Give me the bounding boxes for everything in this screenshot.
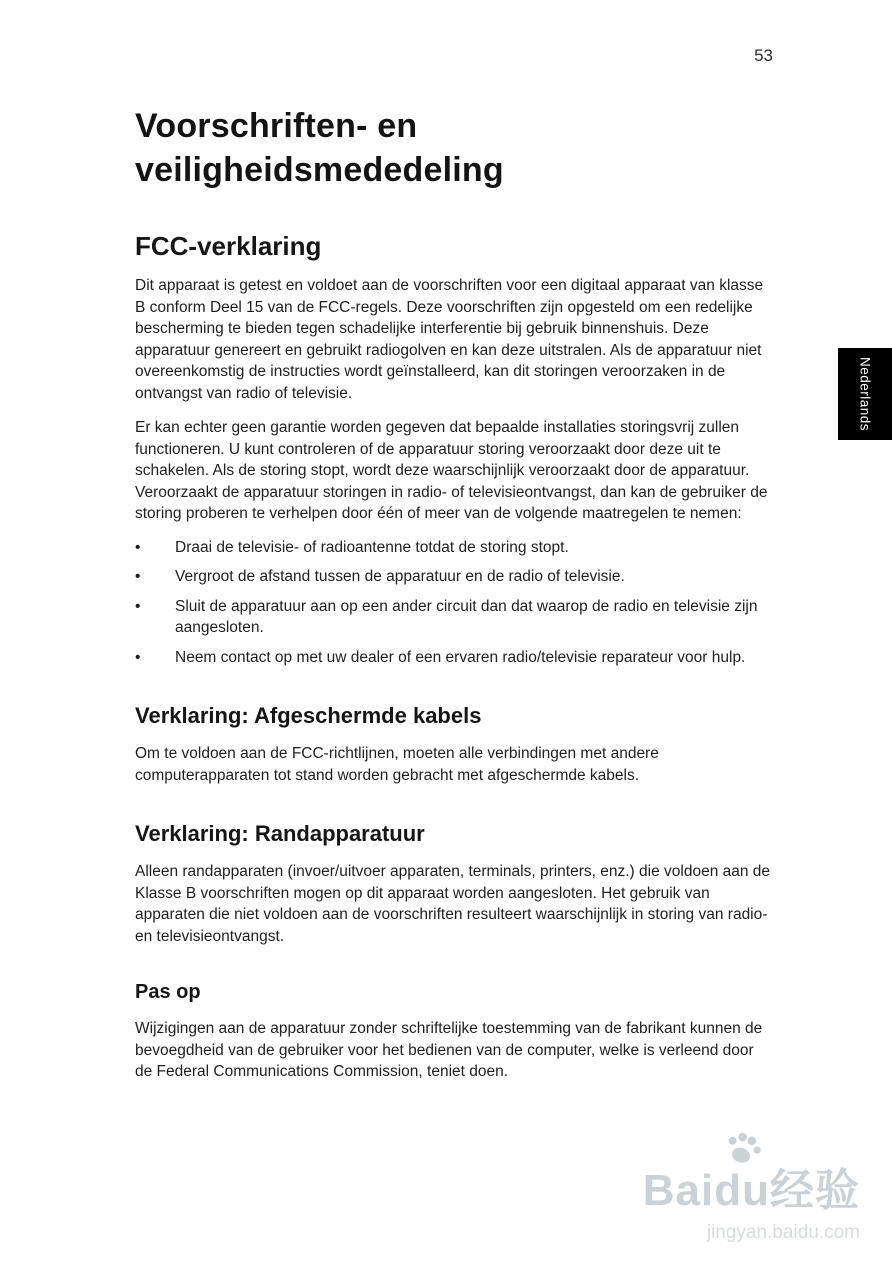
bullet-icon: • [135, 597, 141, 615]
bullet-icon: • [135, 568, 141, 585]
shielded-cables-paragraph: Om te voldoen aan de FCC-richtlijnen, moeten alle verbindingen met andere computerapparaten tot stand worden gebracht met afgeschermde kabels. [135, 745, 659, 784]
list-item-text: Draai de televisie- of radioantenne totdat de storing stopt. [175, 538, 569, 556]
list-item-text: Neem contact op met uw dealer of een ervaren radio/televisie reparateur voor hulp. [175, 648, 746, 666]
bullet-icon: • [135, 538, 141, 556]
page-title-line2: veiligheidsmededeling [135, 151, 504, 189]
page-content [135, 0, 773, 1083]
heading-pas-op: Pas op [135, 981, 201, 1003]
list-item-text: Sluit de apparatuur aan op een ander circuit dan dat waarop de radio en televisie zijn aangesloten. [175, 597, 758, 636]
list-item-text: Vergroot de afstand tussen de apparatuur en de radio of televisie. [175, 568, 625, 585]
watermark-brand: Baidu经验 [642, 1166, 860, 1215]
page-number: 53 [754, 46, 773, 65]
page-title [135, 104, 773, 192]
page-title-line1: Voorschriften- en [135, 107, 418, 145]
list-item [135, 596, 773, 639]
bullet-icon: • [135, 648, 141, 666]
paw-icon [717, 1123, 770, 1176]
watermark-url: jingyan.baidu.com [706, 1222, 860, 1243]
peripherals-paragraph: Alleen randapparaten (invoer/uitvoer apparaten, terminals, printers, enz.) die voldoen aan de Klasse B voorschriften mogen op dit apparaat worden aangesloten. Het gebruik van apparaten die niet voldoen aan de voorschriften resulteert waarschijnlijk in storing van radio- en televisieontvangst. [135, 863, 771, 945]
watermark-brand-row [643, 1154, 860, 1218]
side-tab-label: Nederlands [857, 356, 873, 432]
list-item [135, 537, 773, 559]
caution-paragraph: Wijzigingen aan de apparatuur zonder schriftelijke toestemming van de fabrikant kunnen de bevoegdheid van de gebruiker voor het bedienen van de computer, welke is verleend door de Federal Communications Commission, teniet doen. [135, 1020, 763, 1080]
fcc-bullet-list [135, 537, 773, 669]
list-item [135, 647, 773, 669]
fcc-paragraph-2: Er kan echter geen garantie worden gegeven dat bepaalde installaties storingsvrij zullen functioneren. U kunt controleren of de apparatuur storing veroorzaakt door deze uit te schakelen. Als de storing stopt, wordt deze waarschijnlijk veroorzaakt door de apparatuur. Veroorzaakt de apparatuur storingen in radio- of televisieontvangst, dan kan de gebruiker de storing proberen te verhelpen door één of meer van de volgende maatregelen te nemen: [135, 419, 768, 522]
heading-randapparatuur: Verklaring: Randapparatuur [135, 821, 425, 846]
language-side-tab [838, 348, 892, 440]
heading-afgeschermde-kabels: Verklaring: Afgeschermde kabels [135, 703, 482, 728]
list-item [135, 566, 773, 588]
fcc-paragraph-1: Dit apparaat is getest en voldoet aan de voorschriften voor een digitaal apparaat van klasse B conform Deel 15 van de FCC-regels. Deze voorschriften zijn opgesteld om een redelijke bescherming te bieden tegen schadelijke interferentie bij gebruik binnenshuis. Deze apparatuur genereert en gebruikt radiogolven en kan deze uitstralen. Als de apparatuur niet overeenkomstig de instructies wordt geïnstalleerd, kan dit storingen veroorzaken in de ontvangst van radio of televisie. [135, 277, 764, 402]
heading-fcc-verklaring: FCC-verklaring [135, 231, 322, 261]
watermark [643, 1154, 860, 1244]
